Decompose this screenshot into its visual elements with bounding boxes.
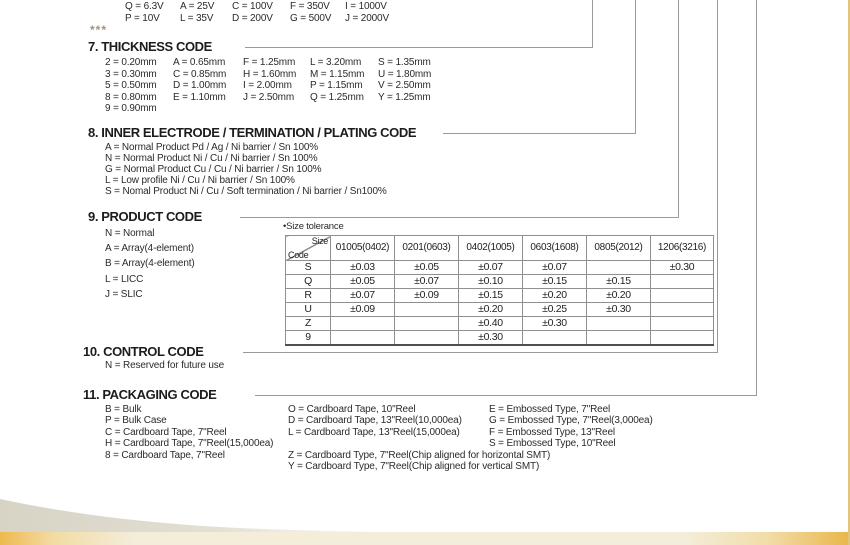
rule-thickness: [245, 47, 593, 48]
packaging-item: 8 = Cardboard Tape, 7"Reel: [105, 449, 225, 461]
packaging-item: E = Embossed Type, 7"Reel: [489, 404, 611, 415]
row-code: S: [286, 261, 331, 275]
tolerance-cell: [651, 275, 714, 289]
tolerance-cell: [523, 331, 587, 346]
thickness-item: M = 1.15mm: [310, 68, 365, 80]
tolerance-cell: ±0.20: [523, 289, 587, 303]
tolerance-cell: ±0.09: [331, 303, 395, 317]
thickness-item: [243, 103, 310, 115]
tolerance-cell: [395, 303, 459, 317]
thickness-row: [105, 92, 431, 104]
thickness-item: I = 2.00mm: [243, 80, 292, 92]
electrode-code-list: [105, 142, 387, 197]
thickness-item: H = 1.60mm: [243, 68, 297, 80]
table-row: [286, 303, 714, 317]
packaging-item: D = Cardboard Tape, 13"Reel(10,000ea): [288, 415, 462, 427]
packaging-item: S = Embossed Type, 10"Reel: [489, 438, 616, 450]
table-row: [286, 261, 714, 275]
tolerance-cell: [331, 331, 395, 346]
thickness-item: [310, 103, 378, 115]
bracket-line-product: [678, 0, 679, 217]
tolerance-cell: [395, 317, 459, 331]
thickness-item: Y = 1.25mm: [378, 91, 431, 103]
thickness-item: F = 1.25mm: [243, 57, 296, 68]
voltage-item: G = 500V: [290, 13, 332, 24]
row-code: R: [286, 289, 331, 303]
column-header: 0201(0603): [395, 236, 459, 261]
tolerance-cell: ±0.05: [395, 261, 459, 275]
tolerance-cell: ±0.03: [331, 261, 395, 275]
tolerance-cell: ±0.07: [331, 289, 395, 303]
tolerance-cell: ±0.07: [459, 261, 523, 275]
product-item: B = Array(4-element): [105, 258, 195, 270]
packaging-item: H = Cardboard Tape, 7"Reel(15,000ea): [105, 438, 274, 450]
column-header: 01005(0402): [331, 236, 395, 261]
tolerance-cell: ±0.15: [523, 275, 587, 289]
size-tolerance-table: [285, 235, 714, 346]
tolerance-cell: ±0.20: [459, 303, 523, 317]
control-item: N = Reserved for future use: [105, 360, 225, 371]
tolerance-cell: ±0.05: [331, 275, 395, 289]
tolerance-cell: ±0.30: [587, 303, 651, 317]
packaging-item: F = Embossed Type, 13"Reel: [489, 426, 615, 438]
packaging-item: C = Cardboard Tape, 7"Reel: [105, 426, 227, 438]
packaging-item: B = Bulk: [105, 404, 142, 415]
table-row: [286, 331, 714, 346]
product-item: L = LICC: [105, 273, 144, 285]
row-code: Z: [286, 317, 331, 331]
thickness-item: S = 1.35mm: [378, 57, 431, 68]
tolerance-cell: ±0.07: [395, 275, 459, 289]
rule-product: [240, 217, 679, 218]
voltage-item: A = 25V: [180, 1, 215, 12]
thickness-item: P = 1.15mm: [310, 80, 363, 92]
electrode-item: A = Normal Product Pd / Ag / Ni barrier / Sn 100%: [105, 142, 319, 153]
table-corner-cell: [286, 236, 331, 261]
thickness-item: J = 2.50mm: [243, 91, 295, 103]
thickness-item: E = 1.10mm: [173, 91, 226, 103]
tolerance-cell: [651, 317, 714, 331]
product-item: N = Normal: [105, 228, 155, 239]
thickness-item: [173, 103, 243, 115]
control-code-list: [105, 360, 224, 371]
bracket-line-thickness: [592, 0, 593, 47]
column-header: 0805(2012): [587, 236, 651, 261]
column-header: 0402(1005): [459, 236, 523, 261]
packaging-code-list-col3: [489, 404, 653, 450]
voltage-item: C = 100V: [232, 1, 273, 12]
packaging-item: L = Cardboard Tape, 13"Reel(15,000ea): [288, 426, 460, 438]
voltage-item: F = 350V: [290, 1, 330, 12]
column-header: 1206(3216): [651, 236, 714, 261]
electrode-item: S = Nomal Product Ni / Cu / Soft termination / Ni barrier / Sn100%: [105, 186, 387, 197]
tolerance-cell: ±0.20: [587, 289, 651, 303]
corner-label-code: Code: [288, 250, 309, 260]
row-code: 9: [286, 331, 331, 346]
packaging-item: O = Cardboard Tape, 10"Reel: [288, 404, 416, 415]
tolerance-cell: [651, 289, 714, 303]
electrode-item: G = Normal Product Cu / Cu / Ni barrier / Sn 100%: [105, 164, 322, 175]
voltage-item: L = 35V: [180, 13, 214, 24]
product-item: J = SLIC: [105, 288, 143, 300]
voltage-row: [125, 1, 389, 13]
tolerance-cell: ±0.09: [395, 289, 459, 303]
voltage-item: I = 1000V: [345, 1, 387, 12]
tolerance-cell: ±0.07: [523, 261, 587, 275]
table-header-row: [286, 236, 714, 261]
packaging-item: P = Bulk Case: [105, 415, 167, 427]
column-header: 0603(1608): [523, 236, 587, 261]
tolerance-cell: ±0.30: [459, 331, 523, 346]
footer-gold-left: [0, 532, 135, 545]
thickness-code-list: [105, 57, 431, 115]
thickness-item: C = 0.85mm: [173, 68, 227, 80]
thickness-row: [105, 69, 431, 81]
voltage-item: D = 200V: [232, 13, 273, 24]
bracket-line-electrode: [635, 0, 636, 133]
thickness-item: Q = 1.25mm: [310, 91, 364, 103]
tolerance-cell: [587, 317, 651, 331]
size-tolerance-label: •Size tolerance: [283, 221, 344, 232]
thickness-item: 3 = 0.30mm: [105, 68, 157, 80]
thickness-item: L = 3.20mm: [310, 57, 362, 68]
electrode-item: L = Low profile Ni / Cu / Ni barrier / Sn 100%: [105, 175, 295, 186]
corner-label-size: Size: [311, 236, 328, 246]
thickness-row: [105, 57, 431, 69]
section-title-product: 9. PRODUCT CODE: [88, 209, 202, 224]
footer-gold-right: [685, 532, 850, 545]
thickness-item: D = 1.00mm: [173, 80, 227, 92]
tolerance-cell: ±0.15: [587, 275, 651, 289]
rule-control: [243, 352, 718, 353]
thickness-item: 5 = 0.50mm: [105, 80, 157, 92]
section-title-electrode: 8. INNER ELECTRODE / TERMINATION / PLATING CODE: [88, 125, 417, 140]
rule-electrode: [443, 133, 636, 134]
product-item: A = Array(4-element): [105, 243, 194, 255]
thickness-item: 2 = 0.20mm: [105, 57, 157, 68]
packaging-item: Z = Cardboard Type, 7"Reel(Chip aligned for horizontal SMT): [288, 449, 551, 461]
thickness-row: [105, 103, 431, 115]
section-title-thickness: 7. THICKNESS CODE: [88, 39, 212, 54]
bracket-line-control: [717, 0, 718, 352]
electrode-item: N = Normal Product Ni / Cu / Ni barrier / Sn 100%: [105, 153, 318, 164]
table-row: [286, 317, 714, 331]
thickness-item: 8 = 0.80mm: [105, 91, 157, 103]
tolerance-cell: ±0.40: [459, 317, 523, 331]
tolerance-cell: [651, 303, 714, 317]
packaging-code-list-col1: [105, 404, 273, 461]
tolerance-cell: ±0.15: [459, 289, 523, 303]
thickness-row: [105, 80, 431, 92]
product-code-list: [105, 226, 195, 302]
packaging-item: G = Embossed Type, 7"Reel(3,000ea): [489, 415, 653, 427]
tolerance-cell: [587, 331, 651, 346]
voltage-item: Q = 6.3V: [125, 1, 164, 12]
voltage-code-list: [125, 1, 389, 25]
tolerance-cell: ±0.25: [523, 303, 587, 317]
voltage-item: J = 2000V: [345, 13, 389, 24]
tolerance-cell: [587, 261, 651, 275]
table-row: [286, 289, 714, 303]
tolerance-cell: [331, 317, 395, 331]
voltage-item: P = 10V: [125, 13, 160, 24]
thickness-item: U = 1.80mm: [378, 68, 432, 80]
rule-packaging: [255, 395, 757, 396]
packaging-item: Y = Cardboard Type, 7"Reel(Chip aligned for vertical SMT): [288, 460, 540, 472]
thickness-item: 9 = 0.90mm: [105, 103, 157, 115]
voltage-row: [125, 13, 389, 25]
section-title-control: 10. CONTROL CODE: [83, 344, 204, 359]
tolerance-cell: [395, 331, 459, 346]
tolerance-cell: ±0.30: [523, 317, 587, 331]
section-title-packaging: 11. PACKAGING CODE: [83, 387, 217, 402]
thickness-item: V = 2.50mm: [378, 80, 431, 92]
tolerance-cell: ±0.30: [651, 261, 714, 275]
row-code: U: [286, 303, 331, 317]
thickness-item: A = 0.65mm: [173, 57, 226, 68]
footnote-stars: ***: [90, 23, 108, 37]
tolerance-cell: ±0.10: [459, 275, 523, 289]
bracket-line-packaging: [756, 0, 757, 395]
row-code: Q: [286, 275, 331, 289]
tolerance-cell: [651, 331, 714, 346]
table-row: [286, 275, 714, 289]
